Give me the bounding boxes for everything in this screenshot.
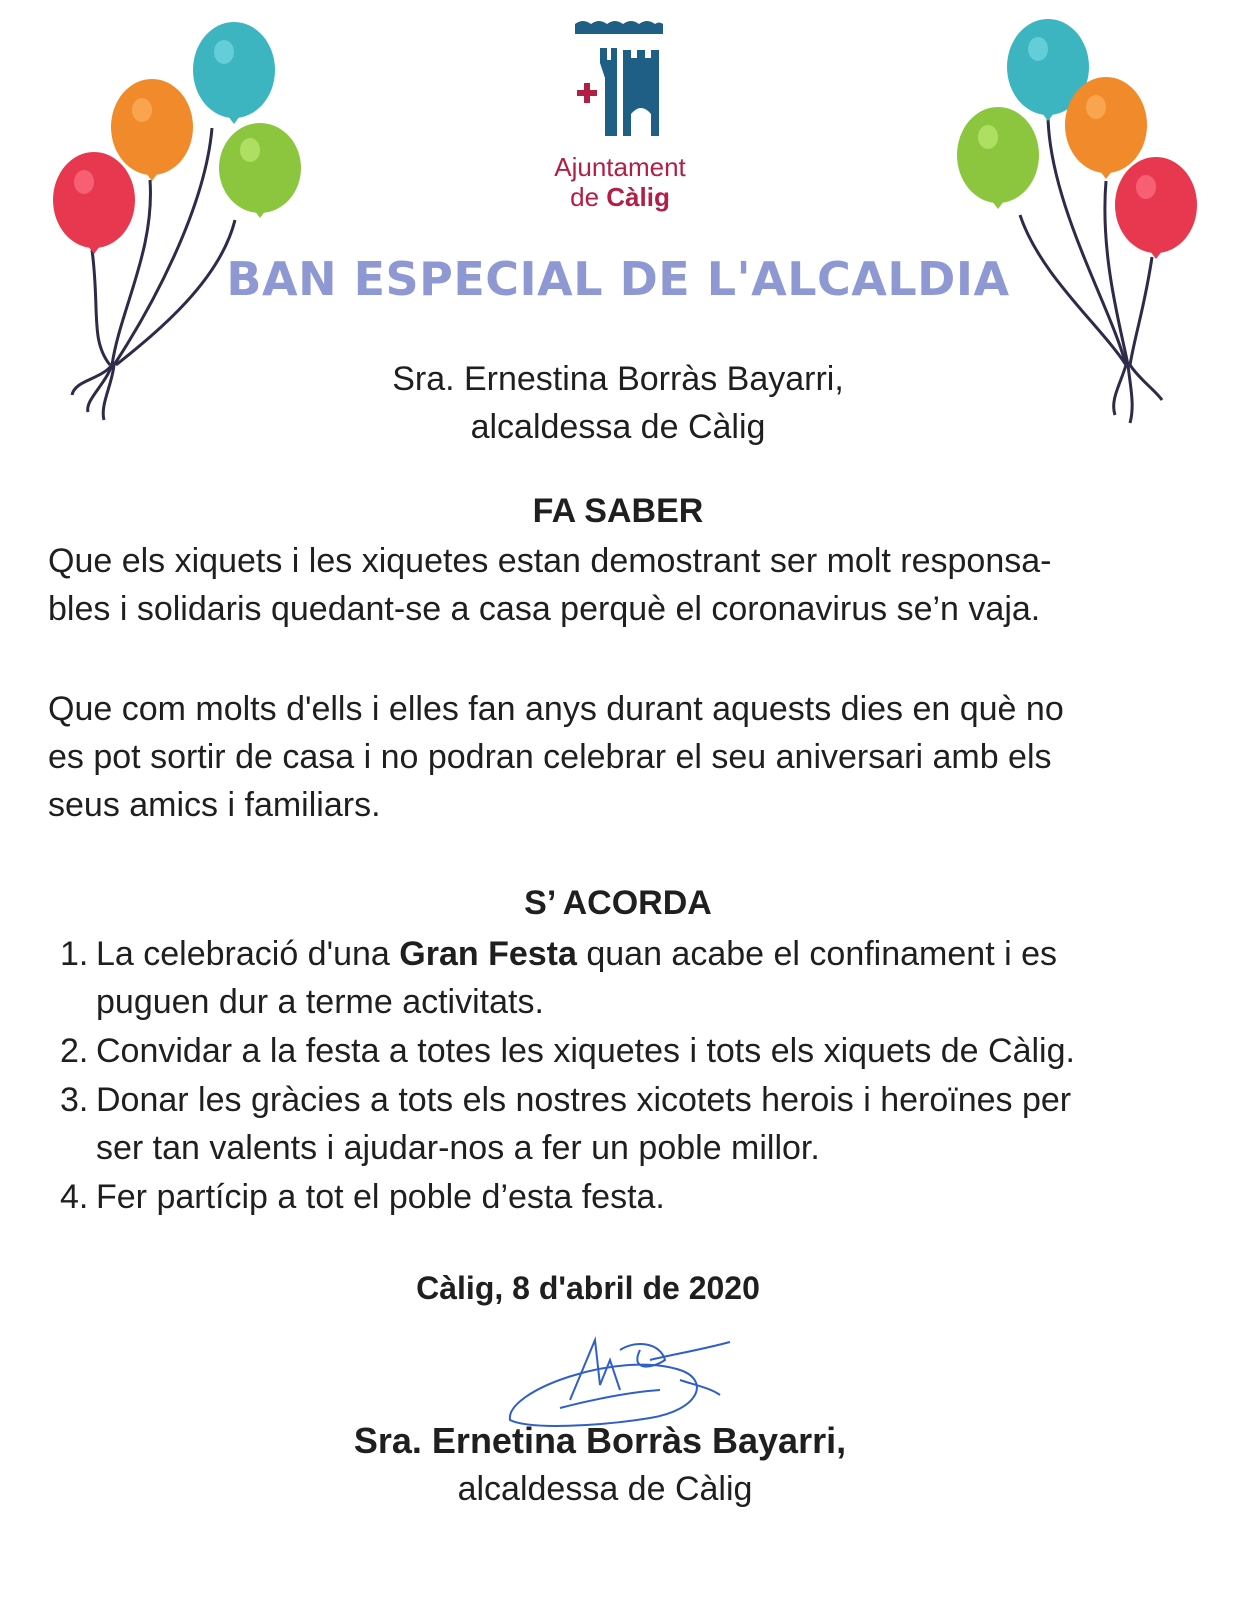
agreement-list: [60, 930, 1210, 1222]
list-number: 4.: [60, 1178, 89, 1216]
item-text-continued: puguen dur a terme activitats.: [96, 983, 544, 1021]
paragraph-line: Que els xiquets i les xiquetes estan demostrant ser molt responsa-: [48, 542, 1052, 580]
mayor-block: [0, 355, 1236, 451]
fa-saber-paragraph-2: [48, 685, 1198, 829]
ajuntament-logo: [540, 18, 700, 228]
fa-saber-heading: FA SABER: [532, 492, 704, 530]
signer-role: alcaldessa de Càlig: [457, 1470, 753, 1508]
mayor-role: alcaldessa de Càlig: [470, 408, 766, 446]
paragraph-line: bles i solidaris quedant-se a casa perquè el coronavirus se’n vaja.: [48, 590, 1041, 628]
list-item: [60, 1173, 1210, 1221]
logo-line2-town: Càlig: [606, 182, 670, 212]
date-line: Càlig, 8 d'abril de 2020: [416, 1270, 760, 1306]
signer-name: Sra. Ernetina Borràs Bayarri,: [353, 1420, 847, 1461]
paragraph-line: seus amics i familiars.: [48, 786, 381, 824]
logo-line2: [540, 182, 700, 212]
list-item: [60, 1027, 1210, 1075]
item-text-continued: ser tan valents i ajudar-nos a fer un poble millor.: [96, 1129, 820, 1167]
logo-line1: Ajuntament: [554, 152, 686, 182]
s-acorda-heading: S’ ACORDA: [524, 884, 712, 922]
page-title: BAN ESPECIAL DE L'ALCALDIA: [226, 252, 1010, 306]
logo-line2-prefix: de: [570, 182, 607, 212]
item-text: La celebració d'una: [96, 935, 400, 973]
list-number: 2.: [60, 1032, 89, 1070]
item-text: quan acabe el confinament i es: [576, 935, 1057, 973]
fa-saber-paragraph-1: [48, 537, 1198, 633]
item-text: Fer partícip a tot el poble d’esta festa.: [96, 1178, 665, 1216]
item-bold-text: Gran Festa: [399, 935, 577, 973]
mayor-name: Sra. Ernestina Borràs Bayarri,: [392, 360, 844, 398]
list-item: [60, 1076, 1210, 1172]
castle-emblem-icon: [555, 18, 685, 148]
list-item: [60, 930, 1210, 1026]
list-number: 3.: [60, 1081, 89, 1119]
item-text: Convidar a la festa a totes les xiquetes i tots els xiquets de Càlig.: [96, 1032, 1075, 1070]
list-number: 1.: [60, 935, 89, 973]
paragraph-line: es pot sortir de casa i no podran celebrar el seu aniversari amb els: [48, 738, 1052, 776]
paragraph-line: Que com molts d'ells i elles fan anys durant aquests dies en què no: [48, 690, 1064, 728]
item-text: Donar les gràcies a tots els nostres xicotets herois i heroïnes per: [96, 1081, 1072, 1119]
